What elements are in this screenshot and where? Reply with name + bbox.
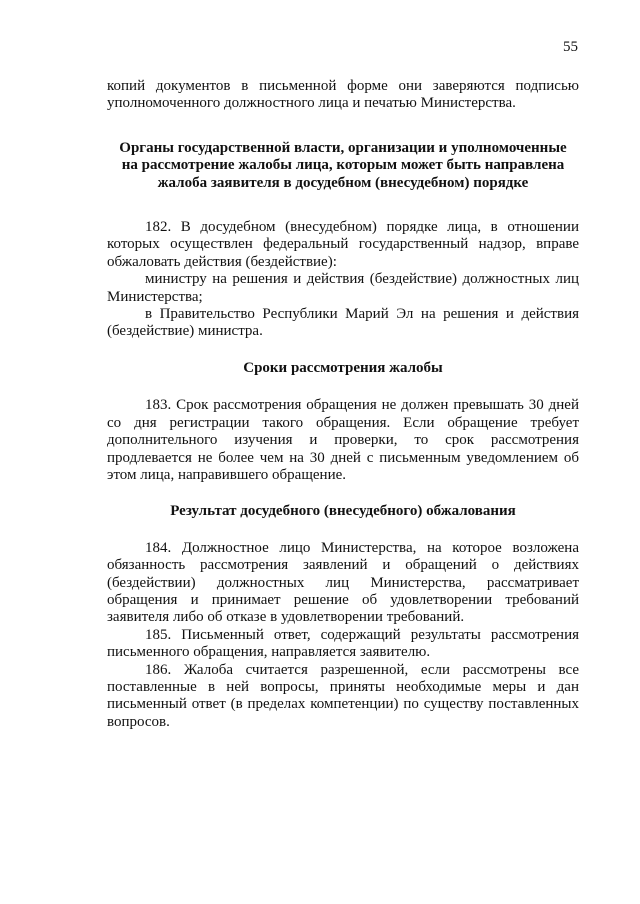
paragraph-minister: министру на решения и действия (бездействие) должностных лиц Министерства; bbox=[107, 271, 579, 305]
paragraph-government: в Правительство Республики Марий Эл на решения и действия (бездействие) министра. bbox=[107, 306, 579, 340]
page-number: 55 bbox=[563, 39, 578, 55]
section-heading-appeal-bodies: Органы государственной власти, организации и уполномоченные на рассмотрение жалобы лица, которым может быть направлена жалоба заявителя в досудебном (внесудебном) порядке bbox=[119, 139, 567, 191]
paragraph-185: 185. Письменный ответ, содержащий результаты рассмотрения письменного обращения, направляется заявителю. bbox=[107, 626, 579, 661]
intro-paragraph: копий документов в письменной форме они заверяются подписью уполномоченного должностного лица и печатью Министерства. bbox=[107, 78, 579, 112]
paragraph-183: 183. Срок рассмотрения обращения не должен превышать 30 дней со дня регистрации такого обращения. Если обращение требует дополнительного изучения и проверки, то срок рассмотрения продлевается не более чем на 30 дней с письменным уведомлением об этом лица, направившего обращение. bbox=[107, 397, 579, 483]
paragraph-186: 186. Жалоба считается разрешенной, если рассмотрены все поставленные в ней вопросы, приняты необходимые меры и дан письменный ответ (в пределах компетенции) по существу поставленных вопросов. bbox=[107, 661, 579, 730]
section-heading-review-terms: Сроки рассмотрения жалобы bbox=[243, 359, 443, 376]
document-body bbox=[107, 78, 579, 731]
paragraph-184: 184. Должностное лицо Министерства, на которое возложена обязанность рассмотрения заявлений и обращений о действиях (бездействии) должностных лиц Министерства, рассматривает обращения и принимает решение об удовлетворении требований заявителя либо об отказе в удовлетворении требований. bbox=[107, 539, 579, 626]
section-heading-appeal-result: Результат досудебного (внесудебного) обжалования bbox=[170, 503, 516, 520]
paragraph-182: 182. В досудебном (внесудебном) порядке лица, в отношении которых осуществлен федеральный государственный надзор, вправе обжаловать действия (бездействие): bbox=[107, 219, 579, 270]
